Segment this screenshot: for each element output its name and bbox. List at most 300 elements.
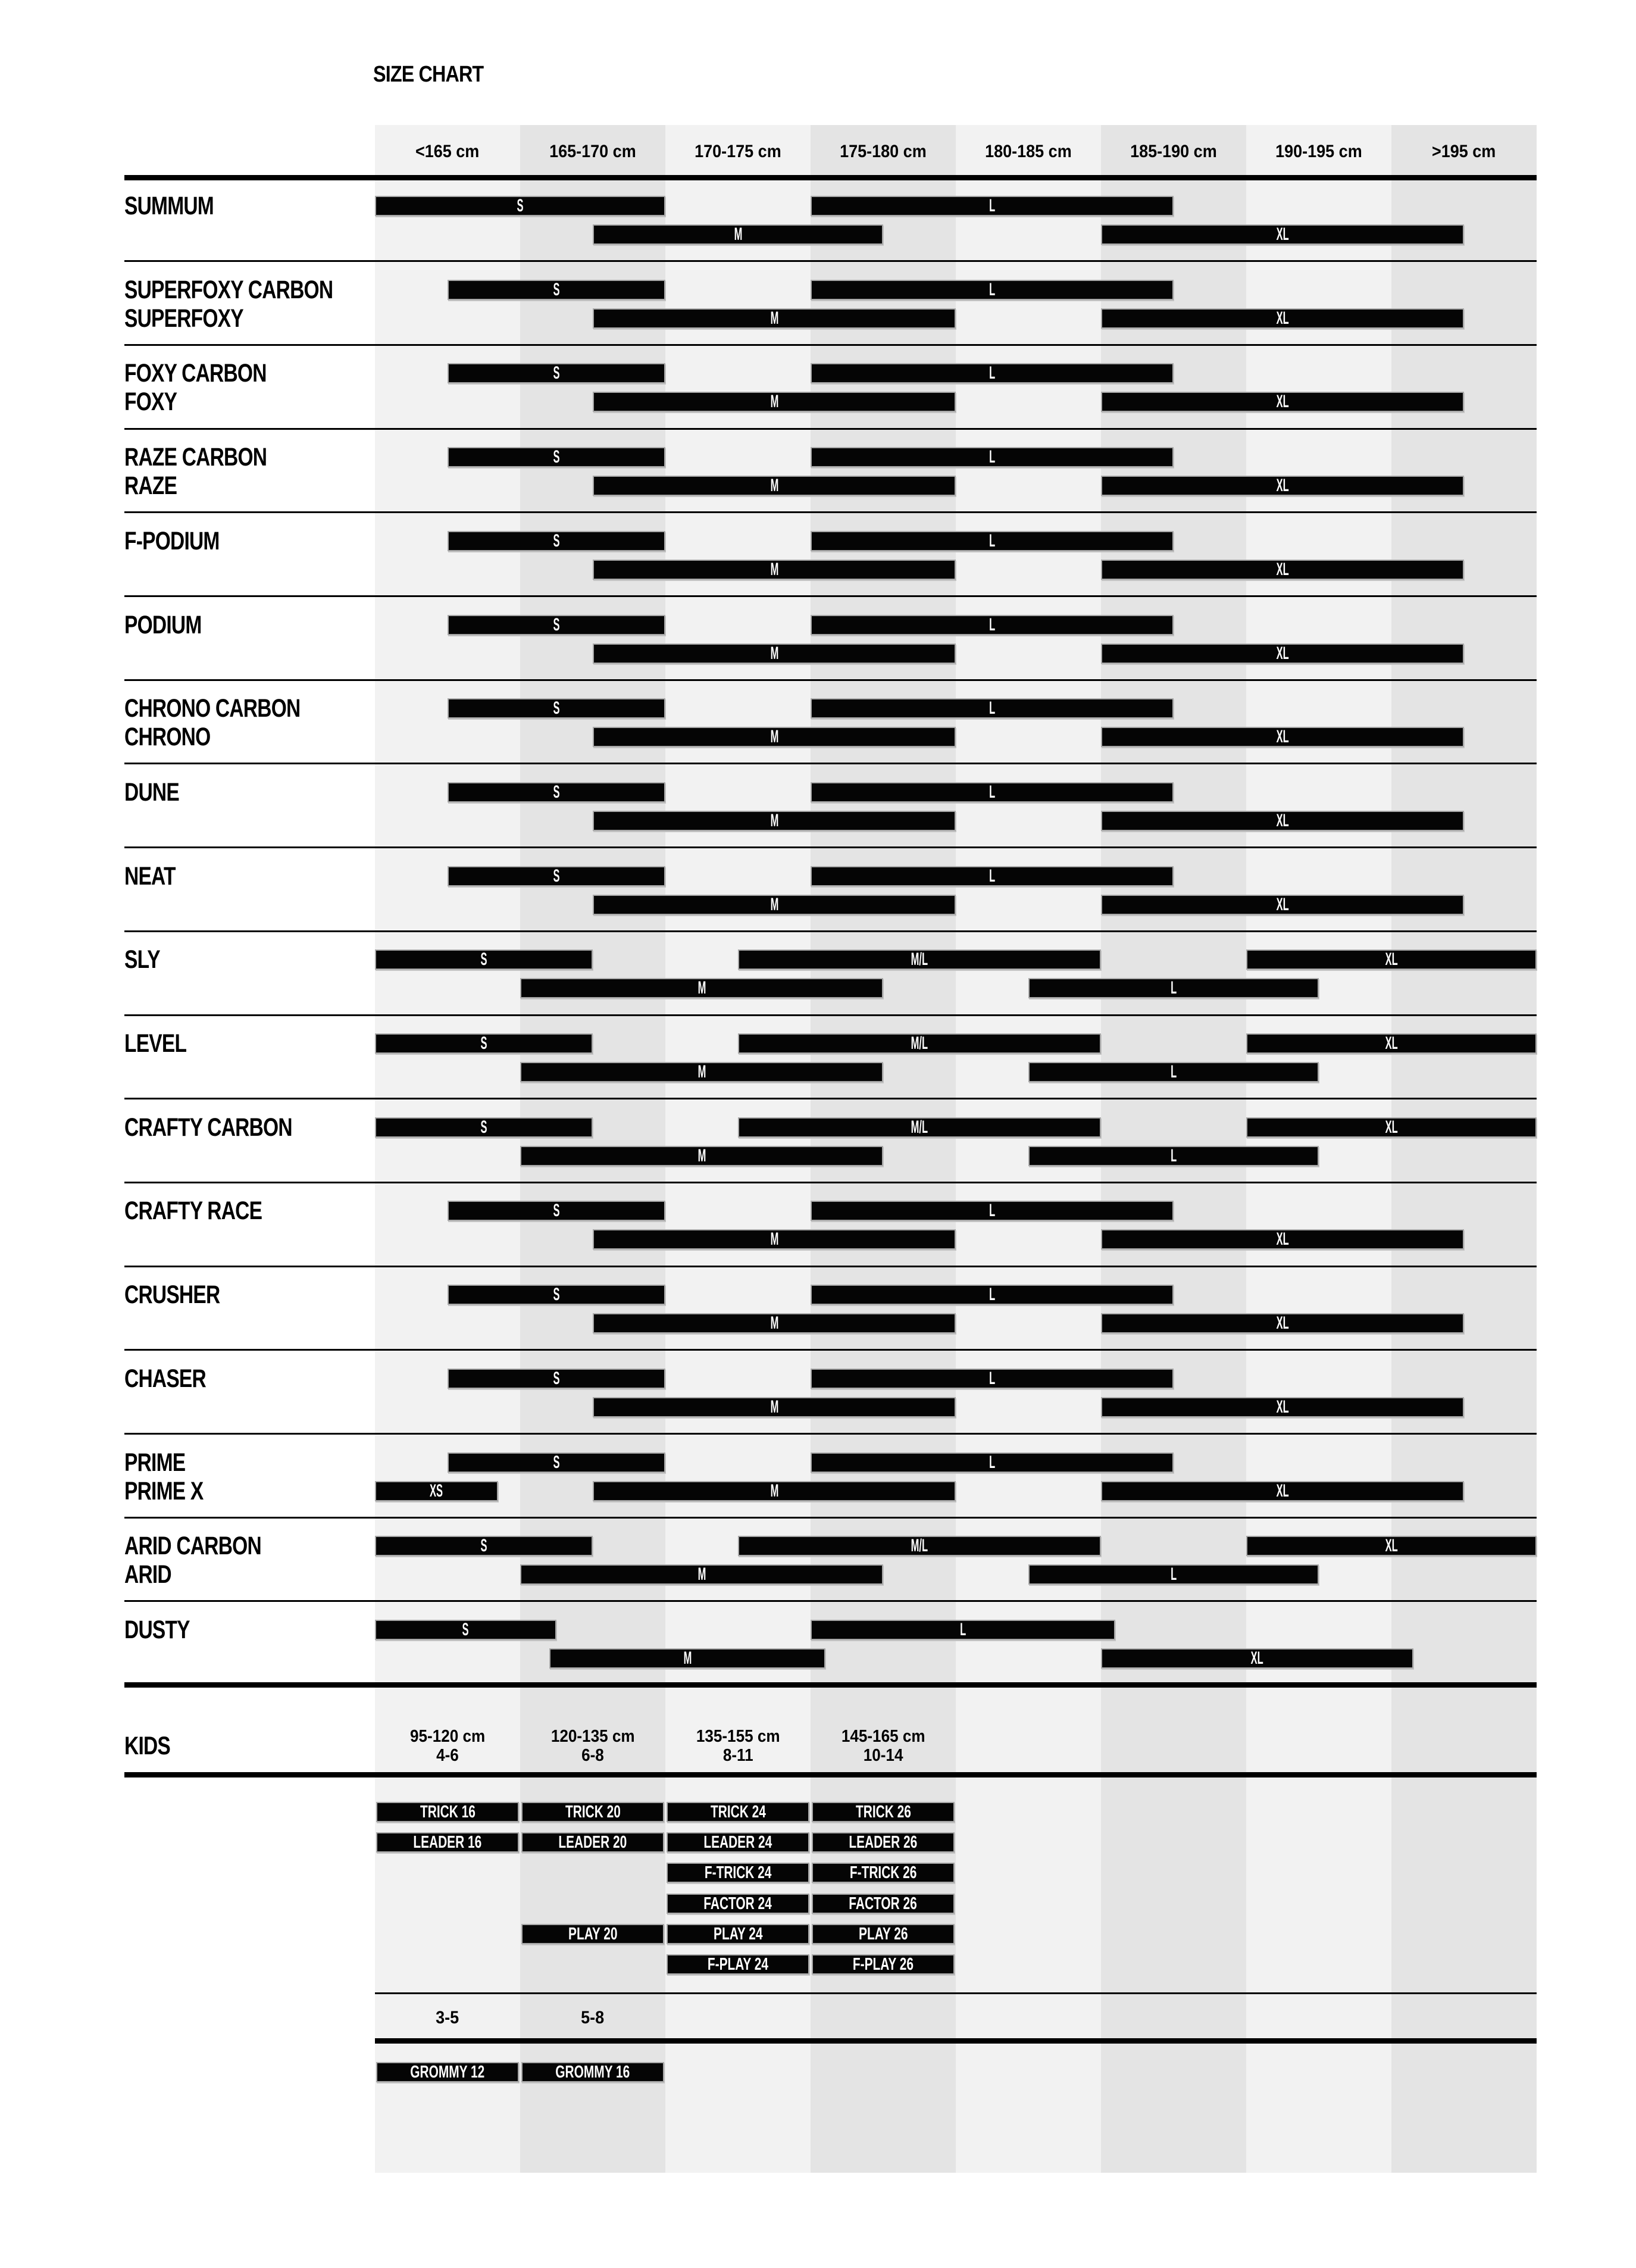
- size-bar: [1101, 643, 1464, 664]
- column-header: [811, 142, 956, 162]
- kids-model-cell: [521, 1924, 664, 1944]
- size-bar: [375, 1117, 593, 1138]
- size-bar: [1101, 392, 1464, 412]
- size-bar: [811, 531, 1174, 551]
- size-bar-label: L: [1170, 1146, 1177, 1166]
- size-bar: [1101, 1648, 1413, 1669]
- size-bar-label: L: [989, 1285, 996, 1304]
- model-label: [124, 304, 277, 333]
- model-label-text: PRIME X: [124, 1477, 204, 1505]
- size-bar: [448, 782, 665, 802]
- size-bar-label: M: [770, 1313, 778, 1333]
- size-bar-label: L: [989, 615, 996, 635]
- thick-divider: [124, 175, 1537, 180]
- size-bar-label: XL: [1276, 560, 1289, 579]
- size-bar-label: M: [697, 1146, 706, 1166]
- size-bar-label: M: [770, 1229, 778, 1249]
- size-bar: [811, 782, 1174, 802]
- size-bar: [811, 1452, 1174, 1473]
- size-bar-label: L: [959, 1620, 966, 1639]
- size-bar: [811, 1285, 1174, 1305]
- row-divider: [124, 260, 1537, 262]
- size-bar: [811, 866, 1174, 886]
- size-bar-label: S: [480, 949, 487, 969]
- size-bar-label: L: [989, 531, 996, 551]
- size-bar-label: M: [770, 811, 778, 830]
- size-bar: [593, 727, 956, 747]
- kids-model-cell: [376, 1802, 519, 1822]
- size-bar: [1101, 476, 1464, 496]
- size-bar: [375, 1620, 556, 1640]
- size-bar-label: S: [480, 1536, 487, 1555]
- column-header: [1391, 142, 1537, 162]
- size-bar-label: S: [462, 1620, 469, 1639]
- column-header: [956, 142, 1101, 162]
- size-bar-label: XL: [1385, 949, 1398, 969]
- size-bar-label: M: [683, 1648, 692, 1668]
- thick-divider: [375, 2038, 1537, 2044]
- model-label: [124, 471, 192, 500]
- kids-model-cell: [812, 1863, 955, 1883]
- column-header: [1101, 142, 1246, 162]
- size-bar-label: M/L: [911, 1536, 928, 1555]
- kids-model-cell-label: TRICK 24: [710, 1802, 766, 1822]
- kids-model-cell: [812, 1802, 955, 1822]
- size-bar: [448, 1201, 665, 1221]
- size-bar: [593, 392, 956, 412]
- kids-column-header-height: [811, 1727, 956, 1745]
- thick-divider: [124, 1682, 1537, 1688]
- size-bar-label: XL: [1276, 392, 1289, 411]
- size-bar-label: XL: [1276, 811, 1289, 830]
- size-bar: [1101, 1481, 1464, 1501]
- model-label-text: CHRONO: [124, 723, 211, 751]
- model-label: [124, 723, 234, 751]
- model-label: [124, 1280, 247, 1309]
- kids-model-cell-label: FACTOR 26: [849, 1894, 918, 1913]
- row-divider: [124, 1433, 1537, 1435]
- size-bar: [448, 698, 665, 718]
- size-bar-label: XL: [1276, 1481, 1289, 1501]
- size-bar: [520, 1564, 883, 1585]
- kids-model-cell: [667, 1863, 809, 1883]
- size-bar-label: M: [770, 643, 778, 663]
- size-bar-label: XL: [1385, 1033, 1398, 1053]
- size-bar-label: L: [989, 698, 996, 718]
- model-label-text: RAZE CARBON: [124, 443, 267, 471]
- size-bar: [448, 531, 665, 551]
- kids-model-cell-label: LEADER 20: [558, 1832, 627, 1852]
- size-bar-label: L: [989, 866, 996, 886]
- column-header-label: <165 cm: [415, 142, 480, 161]
- kids-model-cell: [376, 1832, 519, 1852]
- model-label: [124, 1560, 184, 1589]
- row-divider: [124, 1349, 1537, 1351]
- model-label: [124, 694, 350, 723]
- kids-grommy-cell-label: GROMMY 16: [555, 2062, 630, 2082]
- kids-model-cell: [521, 1832, 664, 1852]
- kids-grommy-cell-label: GROMMY 12: [410, 2062, 485, 2082]
- size-bar: [375, 949, 593, 970]
- size-bar-label: M: [770, 727, 778, 746]
- size-bar-label: XL: [1276, 1397, 1289, 1417]
- size-bar: [1246, 1117, 1537, 1138]
- size-bar: [448, 1369, 665, 1389]
- size-bar-label: S: [553, 866, 560, 886]
- size-bar: [1028, 1146, 1319, 1166]
- model-label: [124, 192, 239, 220]
- size-bar: [811, 363, 1174, 383]
- size-bar: [1101, 308, 1464, 329]
- size-bar: [811, 1201, 1174, 1221]
- size-bar-label: L: [1170, 1564, 1177, 1584]
- size-bar-label: L: [989, 363, 996, 383]
- size-bar-label: M: [697, 1062, 706, 1082]
- kids-model-cell-label: F-PLAY 26: [852, 1954, 914, 1974]
- model-label: [124, 1616, 208, 1644]
- size-bar-label: XL: [1276, 308, 1289, 328]
- size-bar-label: S: [553, 363, 560, 383]
- model-label-text: DUSTY: [124, 1616, 190, 1644]
- model-label: [124, 611, 223, 639]
- model-label-text: FOXY CARBON: [124, 359, 267, 388]
- column-header: [375, 142, 520, 162]
- model-label-text: DUNE: [124, 778, 179, 807]
- kids-ages-label: 10-14: [863, 1746, 903, 1765]
- size-bar-label: XL: [1276, 476, 1289, 495]
- kids-model-cell-label: F-PLAY 24: [707, 1954, 769, 1974]
- kids-column-header-height: [520, 1727, 665, 1745]
- thick-divider: [124, 1772, 1537, 1777]
- size-bar: [593, 1397, 956, 1417]
- model-label-text: CRUSHER: [124, 1280, 220, 1309]
- size-bar-label: M: [770, 1397, 778, 1417]
- size-bar: [593, 811, 956, 831]
- kids-model-cell: [521, 1802, 664, 1822]
- model-label-text: NEAT: [124, 862, 176, 891]
- model-label-text: ARID: [124, 1560, 171, 1589]
- column-header-label: 180-185 cm: [985, 142, 1072, 161]
- model-label: [124, 1113, 339, 1142]
- column-header: [520, 142, 665, 162]
- size-bar-label: M: [770, 476, 778, 495]
- model-label-text: SUMMUM: [124, 192, 214, 220]
- kids-model-cell: [667, 1924, 809, 1944]
- size-bar-label: M: [697, 1564, 706, 1584]
- model-label: [124, 443, 307, 471]
- kids-column-header-ages: [665, 1747, 811, 1764]
- kids-model-cell: [667, 1894, 809, 1914]
- size-bar: [593, 1481, 956, 1501]
- model-label: [124, 359, 306, 388]
- model-label: [124, 388, 192, 416]
- model-label: [124, 1029, 204, 1058]
- size-bar: [448, 447, 665, 467]
- size-bar: [811, 698, 1174, 718]
- size-bar: [811, 1620, 1115, 1640]
- model-label-text: SUPERFOXY CARBON: [124, 276, 333, 304]
- model-label-text: SUPERFOXY: [124, 304, 243, 333]
- size-bar: [593, 224, 883, 245]
- model-label: [124, 1477, 226, 1505]
- size-bar: [1028, 1062, 1319, 1082]
- row-divider: [124, 1014, 1537, 1016]
- kids-model-cell-label: PLAY 20: [568, 1924, 618, 1944]
- model-label-text: F-PODIUM: [124, 527, 220, 555]
- size-bar: [1101, 811, 1464, 831]
- model-label-text: ARID CARBON: [124, 1532, 261, 1560]
- size-bar: [738, 1536, 1101, 1556]
- size-bar-label: M: [770, 392, 778, 411]
- model-label: [124, 1197, 301, 1225]
- kids-model-cell-label: TRICK 26: [855, 1802, 911, 1822]
- size-bar: [1101, 1229, 1464, 1249]
- kids-model-cell: [812, 1924, 955, 1944]
- size-bar: [1101, 895, 1464, 915]
- model-label-text: CHASER: [124, 1364, 206, 1393]
- size-bar-label: L: [989, 280, 996, 299]
- size-bar-label: L: [989, 782, 996, 802]
- size-bar: [593, 1229, 956, 1249]
- size-bar-label: XL: [1276, 1229, 1289, 1249]
- row-divider: [124, 1266, 1537, 1267]
- kids-column-header-height: [375, 1727, 520, 1745]
- size-bar-label: L: [989, 1201, 996, 1220]
- size-bar-label: XL: [1276, 727, 1289, 746]
- size-bar-label: S: [553, 615, 560, 635]
- size-bar: [375, 1536, 593, 1556]
- size-bar: [448, 1452, 665, 1473]
- size-bar: [1101, 560, 1464, 580]
- size-bar: [1246, 1536, 1537, 1556]
- model-label: [124, 945, 170, 974]
- size-bar: [593, 1313, 956, 1333]
- column-header-label: 190-195 cm: [1275, 142, 1362, 161]
- kids-model-cell-label: LEADER 16: [413, 1832, 482, 1852]
- row-divider: [124, 511, 1537, 513]
- kids-model-cell-label: TRICK 16: [420, 1802, 476, 1822]
- kids-model-cell: [667, 1954, 809, 1975]
- kids-model-cell-label: TRICK 20: [565, 1802, 621, 1822]
- column-header-label: 170-175 cm: [695, 142, 781, 161]
- size-bar-label: M/L: [911, 1033, 928, 1053]
- model-label: [124, 1532, 300, 1560]
- size-bar: [448, 1285, 665, 1305]
- column-header-label: 165-170 cm: [549, 142, 636, 161]
- row-divider: [124, 595, 1537, 597]
- kids-height-label: 145-165 cm: [841, 1727, 925, 1746]
- size-bar: [448, 615, 665, 635]
- kids-section-label: [124, 1732, 183, 1760]
- size-bar: [1246, 1033, 1537, 1054]
- model-label-text: CRAFTY CARBON: [124, 1113, 292, 1142]
- size-bar: [738, 949, 1101, 970]
- size-bar-label: S: [553, 447, 560, 467]
- size-bar-label: S: [553, 1369, 560, 1388]
- size-bar: [811, 280, 1174, 300]
- model-label: [124, 1364, 229, 1393]
- size-bar-label: L: [989, 1452, 996, 1472]
- model-label: [124, 1448, 202, 1477]
- model-label-text: PRIME: [124, 1448, 186, 1477]
- kids-age-range-label: 3-5: [436, 2008, 459, 2028]
- size-bar: [811, 1369, 1174, 1389]
- size-bar-label: L: [1170, 1062, 1177, 1082]
- row-divider: [124, 763, 1537, 764]
- kids-section-label-text: KIDS: [124, 1732, 171, 1760]
- kids-model-cell-label: PLAY 26: [858, 1924, 908, 1944]
- size-bar-label: S: [480, 1117, 487, 1137]
- size-bar-label: XL: [1276, 1313, 1289, 1333]
- column-band: [375, 125, 520, 2173]
- kids-age-range: [520, 2008, 665, 2028]
- model-label-text: RAZE: [124, 471, 177, 500]
- column-header: [665, 142, 811, 162]
- size-bar: [448, 363, 665, 383]
- kids-column-header-height: [665, 1727, 811, 1745]
- kids-grommy-cell: [376, 2062, 519, 2082]
- column-header: [1246, 142, 1391, 162]
- size-bar: [1101, 1313, 1464, 1333]
- kids-model-cell-label: LEADER 24: [703, 1832, 772, 1852]
- size-bar: [448, 280, 665, 300]
- size-bar-label: M/L: [911, 949, 928, 969]
- page-title-text: SIZE CHART: [373, 62, 484, 87]
- kids-ages-label: 8-11: [722, 1746, 753, 1765]
- model-label-text: FOXY: [124, 388, 177, 416]
- kids-age-range-label: 5-8: [581, 2008, 605, 2028]
- model-label-text: SLY: [124, 945, 160, 974]
- size-bar-label: XL: [1276, 643, 1289, 663]
- column-band: [1391, 125, 1537, 2173]
- model-label-text: LEVEL: [124, 1029, 187, 1058]
- size-bar: [811, 447, 1174, 467]
- kids-model-cell: [667, 1802, 809, 1822]
- model-label: [124, 778, 195, 807]
- size-bar: [1101, 1397, 1464, 1417]
- column-header-label: >195 cm: [1432, 142, 1496, 161]
- kids-ages-label: 4-6: [436, 1746, 459, 1765]
- size-bar: [448, 866, 665, 886]
- model-label-text: PODIUM: [124, 611, 202, 639]
- size-bar: [1246, 949, 1537, 970]
- size-bar: [520, 1146, 883, 1166]
- size-bar: [520, 1062, 883, 1082]
- page-title: [373, 62, 503, 87]
- size-bar-label: S: [553, 698, 560, 718]
- kids-model-cell-label: LEADER 26: [849, 1832, 918, 1852]
- size-bar-label: L: [989, 196, 996, 215]
- model-label: [124, 527, 246, 555]
- size-bar-label: M/L: [911, 1117, 928, 1137]
- kids-height-label: 120-135 cm: [550, 1727, 635, 1746]
- kids-model-cell-label: F-TRICK 26: [849, 1863, 917, 1882]
- size-bar: [593, 476, 956, 496]
- size-bar-label: S: [553, 1285, 560, 1304]
- size-bar-label: L: [989, 1369, 996, 1388]
- row-divider: [124, 1182, 1537, 1183]
- size-bar: [593, 560, 956, 580]
- size-bar-label: XS: [430, 1481, 443, 1501]
- row-divider: [124, 1517, 1537, 1519]
- kids-column-header-ages: [375, 1747, 520, 1764]
- kids-model-cell: [812, 1954, 955, 1975]
- size-bar: [520, 978, 883, 998]
- model-label-text: CHRONO CARBON: [124, 694, 301, 723]
- row-divider: [124, 344, 1537, 346]
- size-bar: [593, 308, 956, 329]
- kids-model-cell-label: FACTOR 24: [703, 1894, 772, 1913]
- size-bar: [811, 196, 1174, 216]
- size-bar: [738, 1033, 1101, 1054]
- size-bar: [1028, 978, 1319, 998]
- size-bar: [1101, 727, 1464, 747]
- kids-column-header-ages: [520, 1747, 665, 1764]
- column-header-label: 175-180 cm: [840, 142, 927, 161]
- size-bar-label: M: [770, 308, 778, 328]
- kids-model-cell-label: F-TRICK 24: [704, 1863, 772, 1882]
- row-divider: [375, 1992, 1537, 1994]
- row-divider: [124, 428, 1537, 430]
- model-label: [124, 862, 190, 891]
- kids-model-cell: [812, 1894, 955, 1914]
- kids-height-label: 95-120 cm: [409, 1727, 486, 1746]
- size-bar-label: XL: [1385, 1117, 1398, 1137]
- size-bar: [375, 1033, 593, 1054]
- kids-model-cell-label: PLAY 24: [713, 1924, 763, 1944]
- size-bar-label: S: [553, 531, 560, 551]
- column-header-label: 185-190 cm: [1130, 142, 1217, 161]
- size-bar: [375, 1481, 498, 1501]
- model-label: [124, 276, 392, 304]
- size-bar: [375, 196, 665, 216]
- kids-height-label: 135-155 cm: [696, 1727, 780, 1746]
- kids-age-range: [375, 2008, 520, 2028]
- size-bar-label: XL: [1276, 224, 1289, 244]
- size-bar-label: S: [480, 1033, 487, 1053]
- size-bar-label: S: [553, 1201, 560, 1220]
- size-bar-label: M: [697, 978, 706, 998]
- size-bar-label: S: [553, 280, 560, 299]
- size-bar: [549, 1648, 825, 1669]
- size-bar: [1101, 224, 1464, 245]
- model-label-text: CRAFTY RACE: [124, 1197, 262, 1225]
- row-divider: [124, 846, 1537, 848]
- size-bar-label: S: [553, 1452, 560, 1472]
- size-bar-label: S: [553, 782, 560, 802]
- size-bar-label: M: [770, 895, 778, 914]
- size-bar-label: XL: [1385, 1536, 1398, 1555]
- kids-grommy-cell: [521, 2062, 664, 2082]
- size-bar: [1028, 1564, 1319, 1585]
- size-bar-label: S: [517, 196, 524, 215]
- row-divider: [124, 930, 1537, 932]
- size-bar-label: L: [1170, 978, 1177, 998]
- size-bar-label: M: [734, 224, 742, 244]
- size-bar: [738, 1117, 1101, 1138]
- size-bar: [811, 615, 1174, 635]
- size-bar-label: M: [770, 1481, 778, 1501]
- kids-model-cell: [667, 1832, 809, 1852]
- size-bar: [593, 643, 956, 664]
- size-bar: [593, 895, 956, 915]
- size-bar-label: XL: [1276, 895, 1289, 914]
- size-bar-label: XL: [1250, 1648, 1264, 1668]
- size-bar-label: L: [989, 447, 996, 467]
- row-divider: [124, 679, 1537, 681]
- size-bar-label: M: [770, 560, 778, 579]
- row-divider: [124, 1600, 1537, 1602]
